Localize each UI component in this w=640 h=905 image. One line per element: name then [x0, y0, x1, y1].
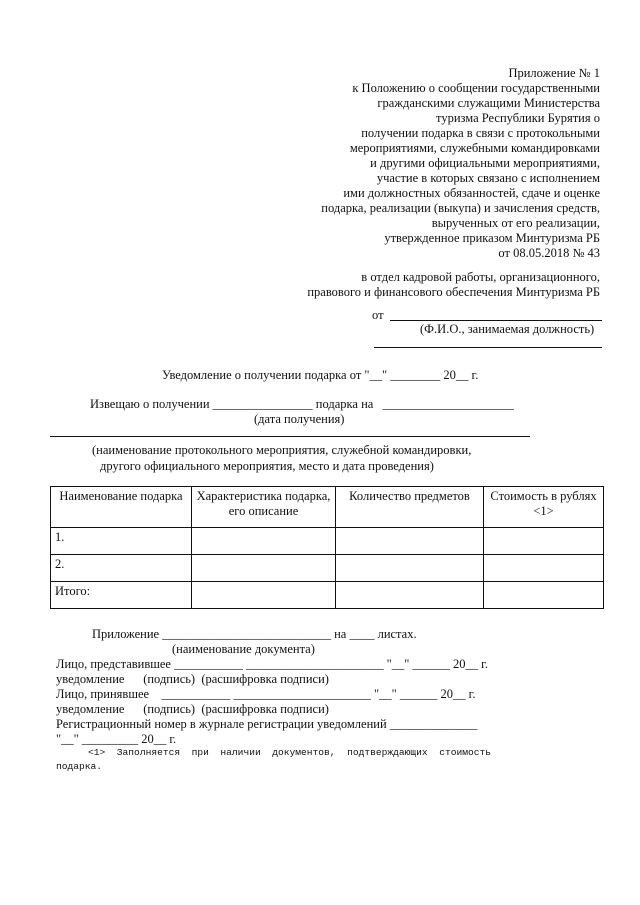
- presenter-caption: уведомление (подпись) (расшифровка подписи): [56, 672, 329, 686]
- appendix-line: гражданскими служащими Министерства: [377, 96, 600, 110]
- table-cell[interactable]: [484, 555, 604, 582]
- column-header: Наименование подарка: [51, 487, 192, 528]
- appendix-line: туризма Республики Бурятия о: [436, 111, 600, 125]
- appendix-title: Приложение № 1: [508, 66, 600, 80]
- column-header: Количество предметов: [336, 487, 484, 528]
- event-caption-1: (наименование протокольного мероприятия, служебной командировки,: [92, 443, 472, 457]
- appendix-line: участие в которых связано с исполнением: [376, 171, 600, 185]
- table-cell[interactable]: [336, 582, 484, 609]
- registration-date: "__" _________ 20__ г.: [56, 732, 177, 746]
- event-field[interactable]: [50, 436, 530, 437]
- position-field[interactable]: [374, 347, 602, 348]
- attachment-line: Приложение ___________________________ на ____ листах.: [92, 627, 417, 641]
- presenter-line: Лицо, представившее ___________ ______________________ "__" ______ 20__ г.: [56, 657, 489, 671]
- from-label: от: [372, 308, 384, 322]
- appendix-line: подарка, реализации (выкупа) и зачисления средств,: [321, 201, 600, 215]
- table-cell[interactable]: [192, 528, 336, 555]
- registration-line: Регистрационный номер в журнале регистрации уведомлений ______________: [56, 717, 478, 731]
- event-caption-2: другого официального мероприятия, место и дата проведения): [100, 459, 434, 473]
- footnote-line1: <1> Заполняется при наличии документов, подтверждающих стоимость: [88, 747, 492, 758]
- appendix-line: и другими официальными мероприятиями,: [370, 156, 600, 170]
- receiver-line: Лицо, принявшее ___________ ______________________ "__" ______ 20__ г.: [56, 687, 476, 701]
- table-cell[interactable]: 2.: [51, 555, 192, 582]
- appendix-line: к Положению о сообщении государственными: [352, 81, 600, 95]
- appendix-line: вырученных от его реализации,: [431, 216, 600, 230]
- gifts-table: [50, 486, 604, 609]
- notice-receipt-line: Извещаю о получении ________________ подарка на _____________________: [90, 397, 514, 411]
- from-fio-field[interactable]: [390, 320, 602, 321]
- receiver-caption: уведомление (подпись) (расшифровка подписи): [56, 702, 329, 716]
- addressee-line2: правового и финансового обеспечения Минтуризма РБ: [307, 285, 600, 299]
- appendix-line: получении подарка в связи с протокольными: [361, 126, 600, 140]
- column-header: Характеристика подарка, его описание: [192, 487, 336, 528]
- table-cell[interactable]: [484, 528, 604, 555]
- appendix-line: мероприятиями, служебными командировками: [349, 141, 600, 155]
- appendix-order-date: от 08.05.2018 № 43: [498, 246, 600, 260]
- table-cell[interactable]: [336, 528, 484, 555]
- table-cell[interactable]: Итого:: [51, 582, 192, 609]
- table-cell[interactable]: [192, 582, 336, 609]
- appendix-line: ими должностных обязанностей, сдаче и оценке: [343, 186, 600, 200]
- table-cell[interactable]: [336, 555, 484, 582]
- attachment-doc-caption: (наименование документа): [172, 642, 315, 656]
- table-row: [51, 555, 604, 582]
- table-cell[interactable]: [192, 555, 336, 582]
- table-row: [51, 528, 604, 555]
- column-header: Стоимость в рублях <1>: [484, 487, 604, 528]
- table-cell[interactable]: 1.: [51, 528, 192, 555]
- footnote-line2: подарка.: [56, 761, 103, 772]
- table-cell[interactable]: [484, 582, 604, 609]
- addressee-line1: в отдел кадровой работы, организационного,: [361, 270, 600, 284]
- receipt-date-caption: (дата получения): [254, 412, 345, 426]
- from-caption: (Ф.И.О., занимаемая должность): [420, 322, 595, 336]
- appendix-line: утвержденное приказом Минтуризма РБ: [384, 231, 600, 245]
- notice-title: Уведомление о получении подарка от "__" ________ 20__ г.: [162, 368, 479, 382]
- table-row-total: [51, 582, 604, 609]
- table-header-row: [51, 487, 604, 528]
